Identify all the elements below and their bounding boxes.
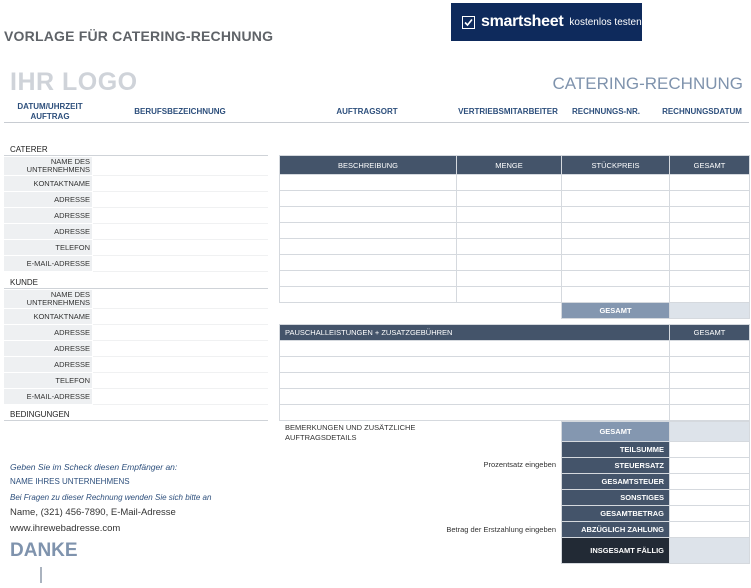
table-row[interactable] [280,287,750,303]
minus-payment-field[interactable] [670,522,750,538]
table-row[interactable] [280,239,750,255]
page-title: VORLAGE FÜR CATERING-RECHNUNG [4,28,274,44]
header-divider [4,122,749,123]
caterer-title: CATERER [10,145,48,154]
customer-label-phone: TELEFON [4,373,92,388]
customer-title: KUNDE [10,278,39,287]
items-subtotal-value [670,303,750,319]
items-col-unit-price: STÜCKPREIS [562,156,670,175]
customer-phone-field[interactable] [93,373,268,389]
logo-placeholder: IHR LOGO [10,68,138,96]
company-name-footer: NAME IHRES UNTERNEHMENS [10,477,130,486]
caterer-contact-field[interactable] [93,176,268,192]
document-title: CATERING-RECHNUNG [552,74,743,93]
summary-table [561,421,750,564]
other-field[interactable] [670,490,750,506]
total-amount-value [670,506,750,522]
total-due-value [670,538,750,564]
items-col-description: BESCHREIBUNG [280,156,457,175]
questions-text: Bei Fragen zu dieser Rechnung wenden Sie sich bitte an [10,493,212,502]
caterer-label-address: ADRESSE [4,224,92,239]
fees-col-total: GESAMT [670,325,750,341]
customer-address-field[interactable] [93,341,268,357]
customer-divider [4,288,268,289]
contact-info: Name, (321) 456-7890, E-Mail-Adresse [10,507,176,518]
notes-label: BEMERKUNGEN UND ZUSÄTZLICHE AUFTRAGSDETAILS [285,423,416,442]
terms-divider [4,420,268,421]
customer-label-address: ADRESSE [4,325,92,340]
caterer-label-email: E-MAIL-ADRESSE [4,256,92,271]
fees-table [279,324,750,421]
table-row[interactable] [280,255,750,271]
subtotal-value [670,442,750,458]
table-row[interactable] [280,389,750,405]
website-link[interactable]: www.ihrewebadresse.com [10,523,121,534]
customer-contact-field[interactable] [93,309,268,325]
header-datetime: DATUM/UHRZEIT AUFTRAG [17,102,83,121]
summary-total-value [670,422,750,442]
total-tax-value [670,474,750,490]
items-table [279,155,750,319]
tax-rate-label: STEUERSATZ [562,458,670,474]
tax-rate-field[interactable] [670,458,750,474]
customer-email-field[interactable] [93,389,268,405]
caterer-label-address: ADRESSE [4,208,92,223]
header-sales: VERTRIEBSMITARBEITER [458,107,558,116]
caterer-label-company: NAME DES UNTERNEHMENS [4,157,92,175]
table-row[interactable] [280,207,750,223]
table-row[interactable] [280,341,750,357]
items-subtotal-label: GESAMT [562,303,670,319]
tax-rate-hint: Prozentsatz eingeben [483,460,556,469]
customer-label-email: E-MAIL-ADRESSE [4,389,92,404]
table-row[interactable] [280,373,750,389]
caterer-email-field[interactable] [93,256,268,272]
table-row[interactable] [280,175,750,191]
customer-address-field[interactable] [93,325,268,341]
customer-label-company: NAME DES UNTERNEHMENS [4,290,92,308]
caterer-label-phone: TELEFON [4,240,92,255]
fees-col-description: PAUSCHALLEISTUNGEN + ZUSATZGEBÜHREN [280,325,670,341]
customer-label-contact: KONTAKTNAME [4,309,92,324]
caterer-label-address: ADRESSE [4,192,92,207]
header-invoice-date: RECHNUNGSDATUM [662,107,742,116]
caterer-address-field[interactable] [93,224,268,240]
items-col-total: GESAMT [670,156,750,175]
header-job: BERUFSBEZEICHNUNG [134,107,226,116]
customer-label-address: ADRESSE [4,341,92,356]
total-due-label: INSGESAMT FÄLLIG [562,538,670,564]
table-row[interactable] [280,191,750,207]
subtotal-label: TEILSUMME [562,442,670,458]
total-tax-label: GESAMTSTEUER [562,474,670,490]
items-col-quantity: MENGE [457,156,562,175]
customer-company-field[interactable] [93,290,268,309]
caterer-address-field[interactable] [93,192,268,208]
banner-cta[interactable]: kostenlos testen [569,16,642,28]
check-payable-text: Geben Sie im Scheck diesen Empfänger an: [10,462,178,472]
total-amount-label: GESAMTBETRAG [562,506,670,522]
banner-brand: smartsheet [481,13,564,30]
other-label: SONSTIGES [562,490,670,506]
caterer-divider [4,155,268,156]
caterer-label-contact: KONTAKTNAME [4,176,92,191]
table-row[interactable] [280,223,750,239]
table-row[interactable] [280,357,750,373]
smartsheet-check-icon [462,16,475,29]
table-row[interactable] [280,271,750,287]
text-cursor [40,567,42,583]
thanks-text: DANKE [10,540,78,561]
table-row[interactable] [280,405,750,421]
caterer-company-field[interactable] [93,157,268,176]
summary-total-label: GESAMT [562,422,670,442]
customer-address-field[interactable] [93,357,268,373]
caterer-phone-field[interactable] [93,240,268,256]
terms-title: BEDINGUNGEN [10,410,70,419]
caterer-address-field[interactable] [93,208,268,224]
smartsheet-banner[interactable] [451,3,642,41]
minus-payment-label: ABZÜGLICH ZAHLUNG [562,522,670,538]
deposit-hint: Betrag der Erstzahlung eingeben [446,525,556,534]
header-location: AUFTRAGSORT [336,107,398,116]
customer-label-address: ADRESSE [4,357,92,372]
header-invoice-no: RECHNUNGS-NR. [572,107,640,116]
